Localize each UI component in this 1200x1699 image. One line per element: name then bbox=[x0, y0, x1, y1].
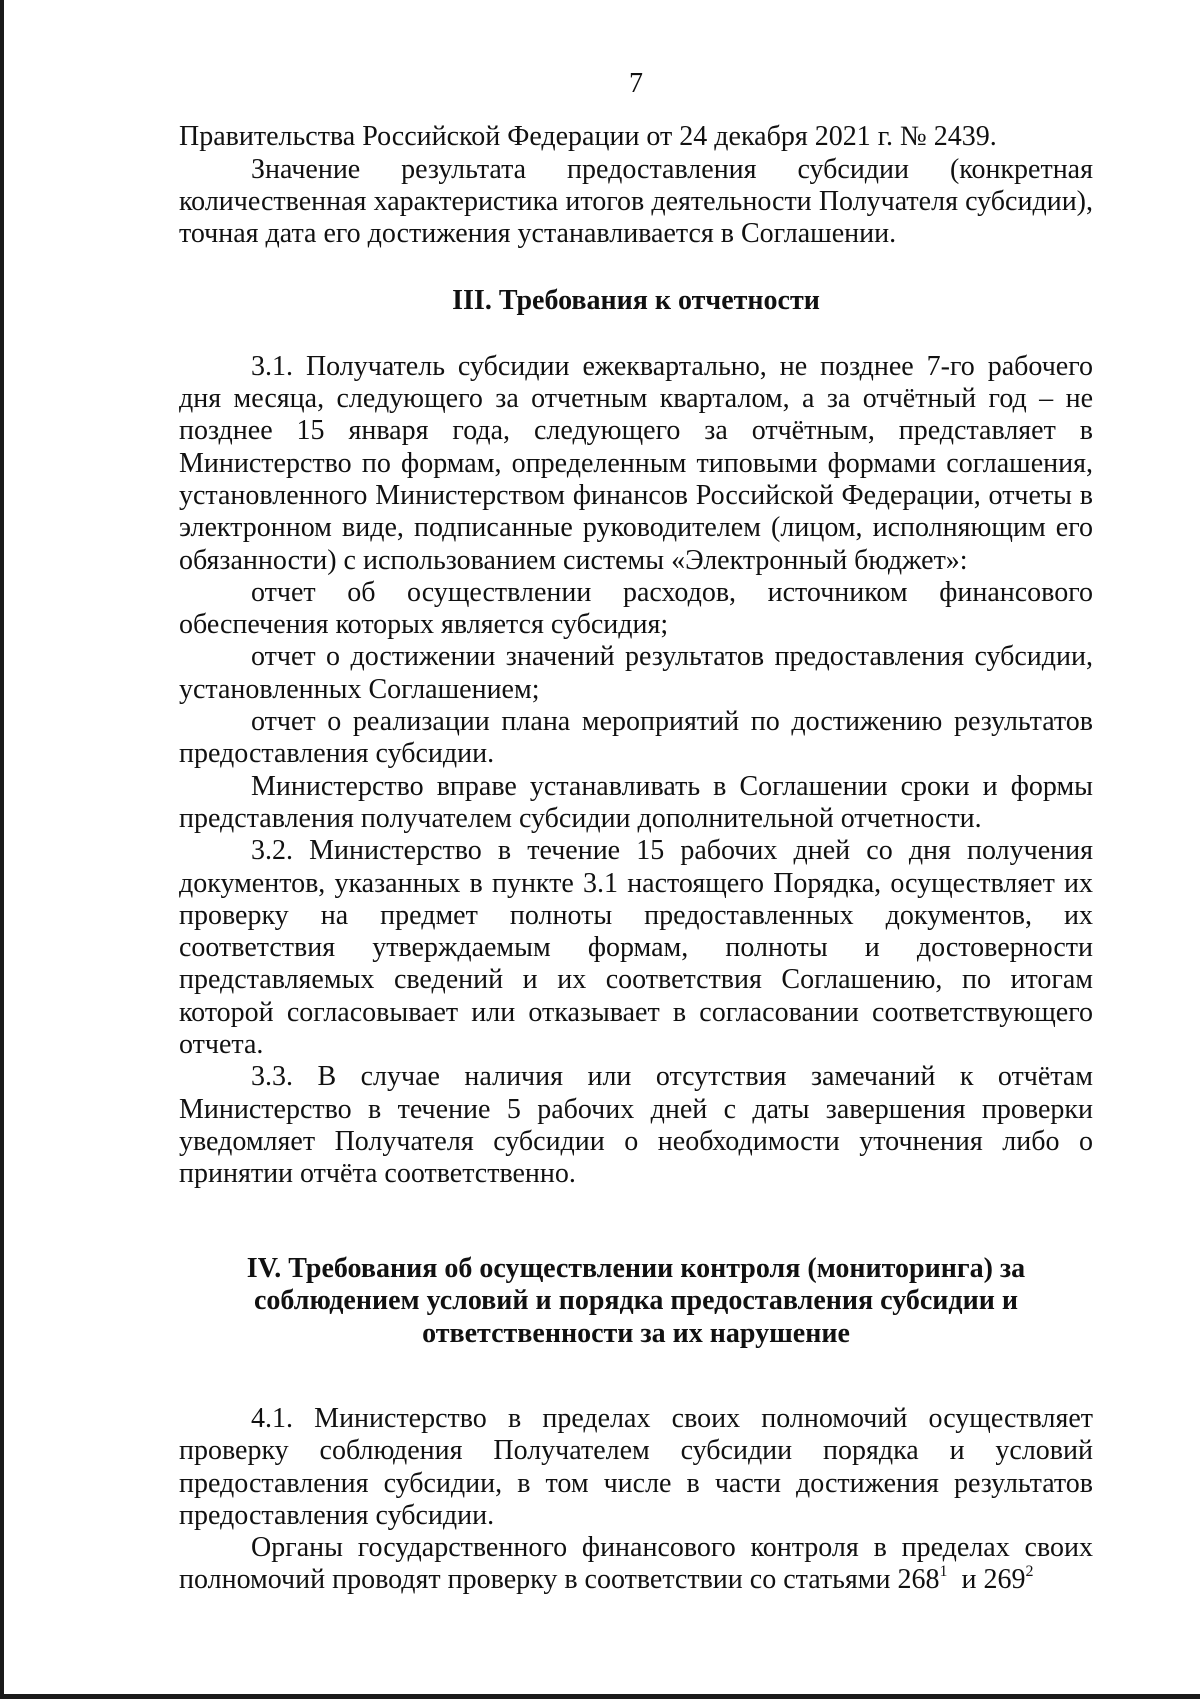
section-3-heading: III. Требования к отчетности bbox=[452, 285, 820, 317]
intro-paragraph-continuation: Правительства Российской Федерации от 24 декабря 2021 г. № 2439. bbox=[179, 121, 997, 153]
section-4-heading-line: ответственности за их нарушение bbox=[422, 1317, 850, 1349]
financial-control-text: Органы государственного финансового контроля в пределах своих полномочий проводят проверку в соответствии со статьями 268 bbox=[179, 1532, 1093, 1596]
footnote-marker: 1 bbox=[939, 1563, 948, 1581]
page-number: 7 bbox=[629, 68, 643, 99]
section-3-additional-reporting: Министерство вправе устанавливать в Соглашении сроки и формы представления получателем субсидии дополнительной отчетности. bbox=[179, 770, 1093, 834]
scan-edge-left bbox=[0, 0, 4, 1699]
section-4-heading-line: соблюдением условий и порядка предоставления субсидии и bbox=[254, 1285, 1018, 1316]
section-3-report-expenses: отчет об осуществлении расходов, источником финансового обеспечения которых является субсидия; bbox=[179, 576, 1093, 641]
document-page bbox=[179, 68, 1093, 1597]
financial-control-text-mid: и 269 bbox=[947, 1564, 1026, 1596]
scan-edge-bottom bbox=[0, 1694, 1200, 1699]
section-3-paragraph-3-3: 3.3. В случае наличия или отсутствия замечаний к отчётам Министерство в течение 5 рабочих дней с даты завершения проверки уведомляет Получателя субсидии о необходимости уточнения либо о принятии отчёта соответственно. bbox=[179, 1061, 1093, 1190]
section-3-paragraph-3-1: 3.1. Получатель субсидии ежеквартально, не позднее 7-го рабочего дня месяца, следующего за отчетным кварталом, а за отчётный год – не позднее 15 января года, следующего за отчётным, представляет в Министерство по формам, определенным типовыми формами соглашения, установленного Министерством финансов Российской Федерации, отчеты в электронном виде, подписанные руководителем (лицом, исполняющим его обязанности) с использованием системы «Электронный бюджет»: bbox=[179, 350, 1093, 576]
footnote-marker: 2 bbox=[1025, 1563, 1034, 1581]
section-4-heading bbox=[179, 1253, 1093, 1351]
intro-paragraph-result-value: Значение результата предоставления субсидии (конкретная количественная характеристика итогов деятельности Получателя субсидии), точная дата его достижения устанавливается в Соглашении. bbox=[179, 153, 1093, 250]
section-3-paragraph-3-2: 3.2. Министерство в течение 15 рабочих дней со дня получения документов, указанных в пункте 3.1 настоящего Порядка, осуществляет их проверку на предмет полноты предоставленных документов, их соответствия утверждаемым формам, полноты и достоверности представляемых сведений и их соответствия Соглашению, по итогам которой согласовывает или отказывает в согласовании соответствующего отчета. bbox=[179, 835, 1093, 1061]
section-4-paragraph-financial-control bbox=[179, 1532, 1093, 1597]
section-4-paragraph-4-1: 4.1. Министерство в пределах своих полномочий осуществляет проверку соблюдения Получателем субсидии порядка и условий предоставления субсидии, в том числе в части достижения результатов предоставления субсидии. bbox=[179, 1403, 1093, 1531]
section-4-heading-line: IV. Требования об осуществлении контроля (мониторинга) за bbox=[246, 1252, 1026, 1284]
section-3-report-plan: отчет о реализации плана мероприятий по достижению результатов предоставления субсидии. bbox=[179, 706, 1093, 770]
section-3-report-results: отчет о достижении значений результатов предоставления субсидии, установленных Соглашением; bbox=[179, 641, 1093, 705]
